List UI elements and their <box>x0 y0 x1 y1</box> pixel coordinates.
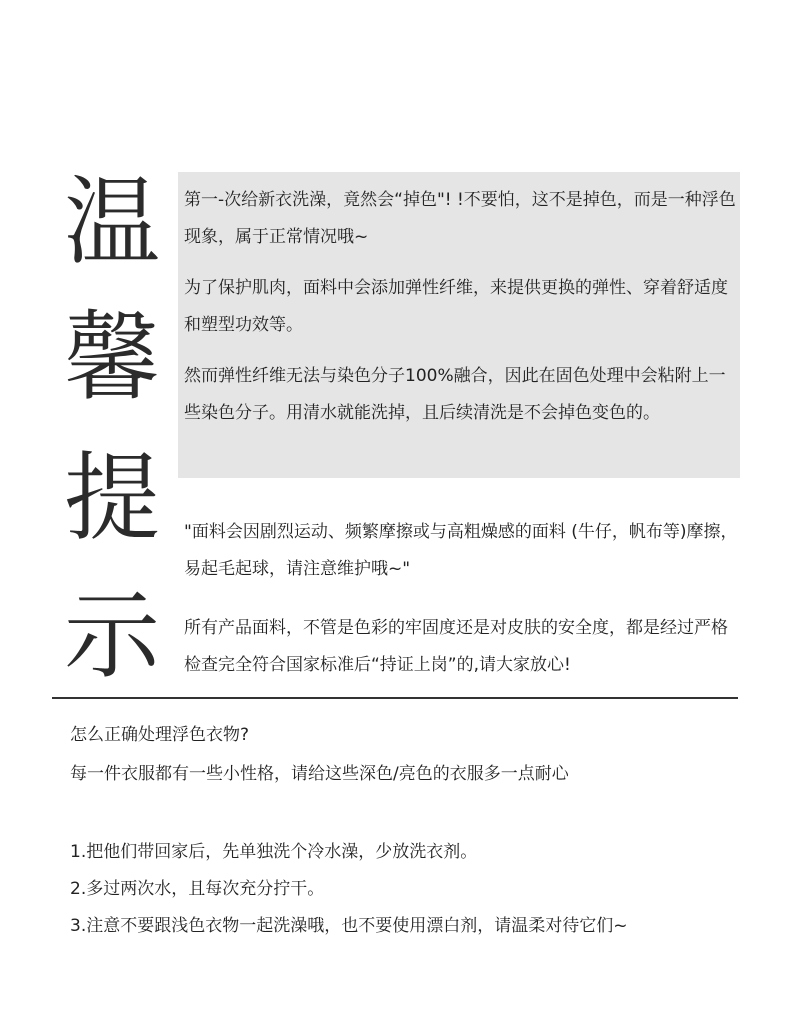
title-char-4: 示 <box>64 580 160 692</box>
title-char-2: 馨 <box>64 302 160 414</box>
care-intro: 每一件衣服都有一些小性格，请给这些深色/亮色的衣服多一点耐心 <box>70 764 569 784</box>
care-question: 怎么正确处理浮色衣物? <box>70 725 250 745</box>
notice-paragraph-3: 然而弹性纤维无法与染色分子100%融合，因此在固色处理中会粘附上一些染色分子。用清水就能洗掉，且后续清洗是不会掉色变色的。 <box>184 366 726 423</box>
safety-note: 所有产品面料，不管是色彩的牢固度还是对皮肤的安全度，都是经过严格检查完全符合国家标准后“持证上岗”的,请大家放心! <box>184 618 728 675</box>
notice-paragraph-1: 第一-次给新衣洗澡，竟然会“掉色"! !不要怕，这不是掉色，而是一种浮色现象，属于正常情况哦~ <box>184 190 736 247</box>
section-divider <box>52 697 738 699</box>
care-step-2: 2.多过两次水，且每次充分拧干。 <box>70 879 325 899</box>
title-char-3: 提 <box>64 442 160 554</box>
care-step-3: 3.注意不要跟浅色衣物一起洗澡哦，也不要使用漂白剂，请温柔对待它们~ <box>70 916 628 936</box>
care-step-1: 1.把他们带回家后，先单独洗个冷水澡，少放洗衣剂。 <box>70 842 478 862</box>
title-char-1: 温 <box>64 166 160 278</box>
notice-paragraph-2: 为了保护肌肉，面料中会添加弹性纤维，来提供更换的弹性、穿着舒适度和塑型功效等。 <box>184 278 728 335</box>
friction-note: "面料会因剧烈运动、频繁摩擦或与高粗燥感的面料 (牛仔，帆布等)摩擦，易起毛起球，请注意维护哦~" <box>184 522 738 579</box>
